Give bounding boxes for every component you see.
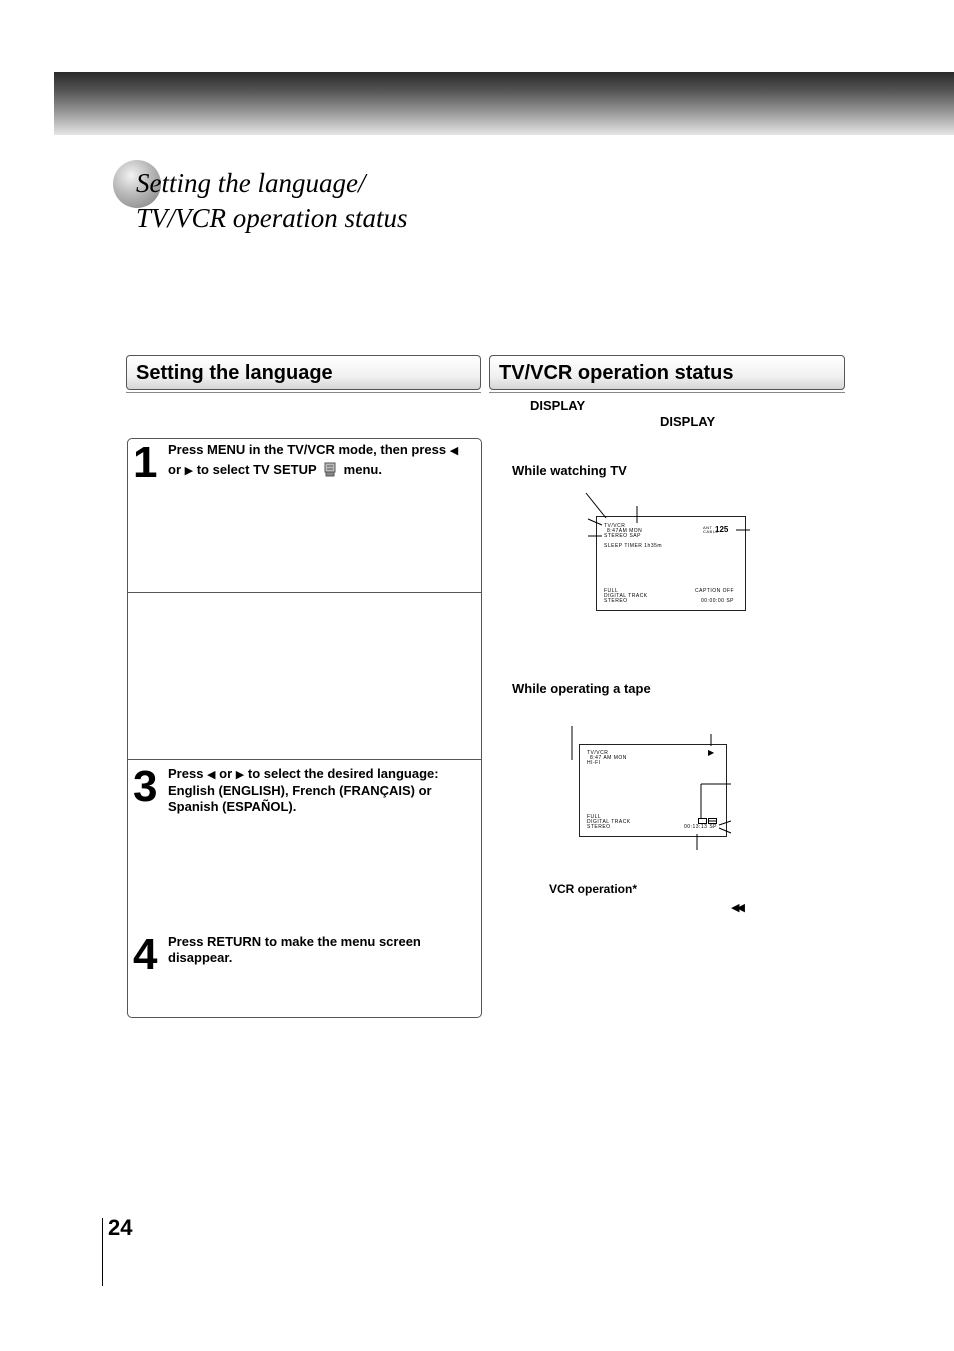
- osd-tape-time: 8:47 AM MON: [590, 755, 627, 761]
- watching-tv-heading: While watching TV: [512, 463, 627, 478]
- osd-audio: STEREO SAP: [604, 533, 641, 539]
- osd-mode: TV/VCR: [604, 523, 626, 529]
- language-heading-underline: [126, 392, 481, 393]
- osd-tape-counter: 00:13:13 SP: [684, 824, 718, 830]
- step-4-number: 4: [133, 930, 158, 979]
- vcr-operation-label: VCR operation*: [549, 882, 638, 896]
- step-3-line-1-mid: or: [219, 766, 233, 781]
- osd-counter: 00:00:00 SP: [701, 598, 735, 604]
- tape-leader-lines: [565, 720, 745, 855]
- status-section-heading: TV/VCR operation status: [489, 355, 845, 390]
- osd-sleep: SLEEP TIMER 1h35m: [604, 543, 663, 549]
- osd-tape-mode: TV/VCR: [587, 750, 609, 756]
- page-title-line-1: Setting the language/: [136, 168, 366, 198]
- page-number: 24: [108, 1215, 133, 1240]
- osd-tape-hifi: HI-FI: [587, 760, 601, 766]
- osd-track: DIGITAL TRACK: [604, 593, 648, 599]
- step-1-line-2-pre: or: [168, 462, 181, 477]
- step-3-line-1-post: to select the desired language:: [247, 766, 439, 781]
- step-3-line-1-pre: Press: [168, 766, 204, 781]
- status-heading-underline: [489, 392, 845, 393]
- tv-leader-lines: [580, 490, 760, 550]
- step-1-text: [168, 442, 478, 479]
- play-icon: ▶: [708, 748, 715, 757]
- right-arrow-icon: ▶: [235, 769, 245, 781]
- step-1-line-1: Press MENU in the TV/VCR mode, then press: [168, 442, 447, 457]
- step-3-number: 3: [133, 762, 158, 811]
- osd-channel: 125: [715, 525, 729, 534]
- step-1-number: 1: [133, 438, 158, 487]
- steps-box: [127, 438, 482, 1018]
- osd-tape-sound: STEREO: [587, 824, 611, 830]
- step-1-line-2-mid: to select TV SETUP: [196, 462, 317, 477]
- header-band: [54, 72, 954, 135]
- osd-tape-picture: FULL: [587, 814, 602, 820]
- display-label-1: DISPLAY: [530, 398, 586, 413]
- osd-sound: STEREO: [604, 598, 628, 604]
- osd-time: 8:47AM MON: [607, 528, 643, 534]
- left-arrow-icon: ◀: [207, 769, 216, 781]
- step-1-line-2-post: menu.: [343, 462, 382, 477]
- page-number-rule: [102, 1218, 103, 1286]
- osd-picture: FULL: [604, 588, 619, 594]
- left-arrow-icon: ◀: [449, 445, 459, 457]
- right-arrow-icon: ▶: [184, 465, 194, 477]
- osd-tape-track: DIGITAL TRACK: [587, 819, 631, 825]
- tv-setup-icon: [322, 461, 338, 477]
- step-4-line-2: disappear.: [168, 950, 233, 965]
- page-title-line-2: TV/VCR operation status: [136, 203, 408, 233]
- language-section-heading: Setting the language: [126, 355, 481, 390]
- display-label-2: DISPLAY: [660, 414, 716, 429]
- step-divider-1: [128, 592, 481, 593]
- step-3-text: [168, 766, 478, 815]
- step-4-line-1: Press RETURN to make the menu screen: [168, 934, 421, 949]
- page-title: [136, 166, 556, 236]
- operating-tape-heading: While operating a tape: [512, 681, 651, 696]
- osd-caption: CAPTION OFF: [695, 588, 735, 594]
- step-divider-2: [128, 759, 481, 760]
- osd-channel-label: ANT CABLE: [703, 525, 719, 534]
- step-3-line-3: Spanish (ESPAÑOL).: [168, 799, 297, 814]
- rewind-icon: ◀◀: [731, 902, 742, 914]
- step-3-line-2: English (ENGLISH), French (FRANÇAIS) or: [168, 783, 432, 798]
- step-4-text: [168, 934, 478, 966]
